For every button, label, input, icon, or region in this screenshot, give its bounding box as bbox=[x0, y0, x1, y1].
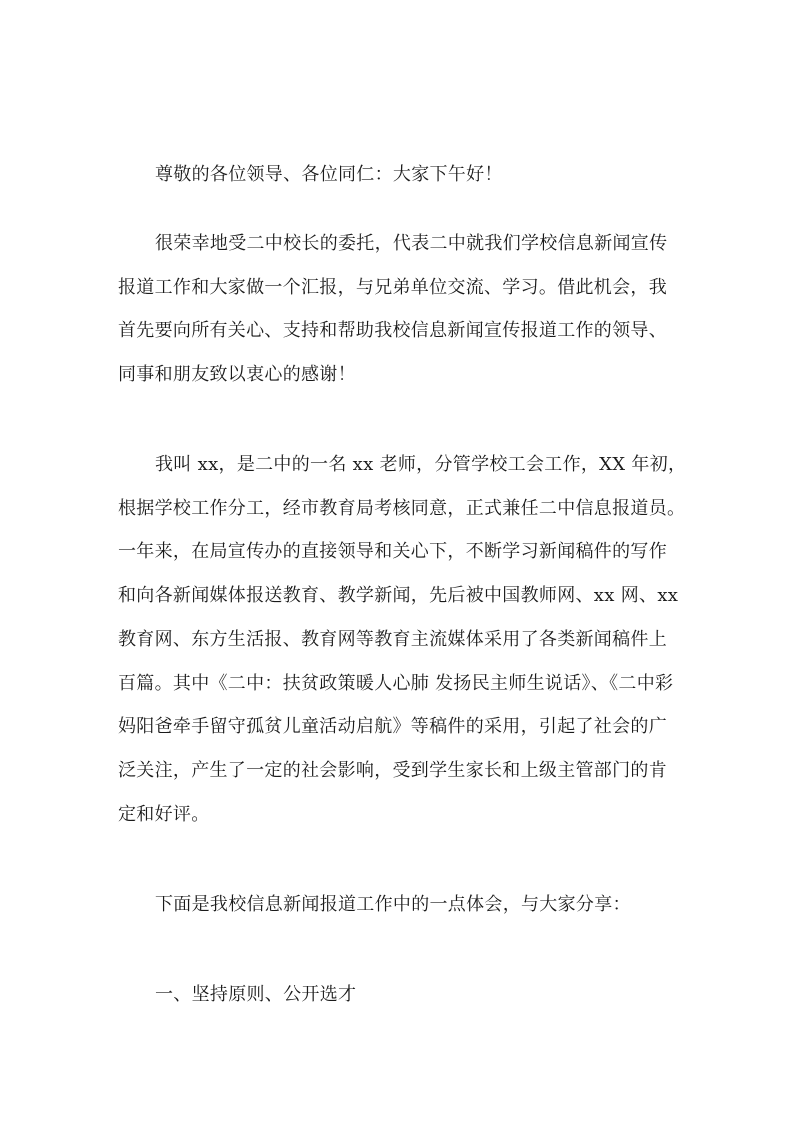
paragraph-line: 根据学校工作分工，经市教育局考核同意，正式兼任二中信息报道员。 bbox=[118, 498, 686, 519]
paragraph-line: 同事和朋友致以衷心的感谢！ bbox=[118, 364, 356, 385]
paragraph-line: 一年来，在局宣传办的直接领导和关心下，不断学习新闻稿件的写作 bbox=[118, 541, 667, 562]
section-heading: 一、坚持原则、公开选才 bbox=[155, 984, 357, 1005]
paragraph-line: 和向各新闻媒体报送教育、教学新闻，先后被中国教师网、xx 网、xx bbox=[118, 585, 679, 606]
paragraph-line: 定和好评。 bbox=[118, 804, 210, 825]
paragraph-line: 百篇。其中《二中：扶贫政策暖人心肺 发扬民主师生说话》、《二中彩 bbox=[118, 673, 674, 694]
paragraph-line: 首先要向所有关心、支持和帮助我校信息新闻宣传报道工作的领导、 bbox=[118, 320, 667, 341]
greeting: 尊敬的各位领导、各位同仁：大家下午好！ bbox=[155, 164, 503, 185]
paragraph-line: 教育网、东方生活报、教育网等教育主流媒体采用了各类新闻稿件上 bbox=[118, 629, 667, 650]
paragraph-line: 报道工作和大家做一个汇报，与兄弟单位交流、学习。借此机会，我 bbox=[118, 277, 667, 298]
paragraph-line: 我叫 xx，是二中的一名 xx 老师，分管学校工会工作，XX 年初， bbox=[155, 454, 687, 475]
paragraph-line: 泛关注，产生了一定的社会影响，受到学生家长和上级主管部门的肯 bbox=[118, 760, 667, 781]
paragraph-line: 妈阳爸牵手留守孤贫儿童活动启航》等稿件的采用，引起了社会的广 bbox=[118, 716, 667, 737]
paragraph-line: 很荣幸地受二中校长的委托，代表二中就我们学校信息新闻宣传 bbox=[155, 233, 668, 254]
paragraph-line: 下面是我校信息新闻报道工作中的一点体会，与大家分享： bbox=[155, 894, 631, 915]
